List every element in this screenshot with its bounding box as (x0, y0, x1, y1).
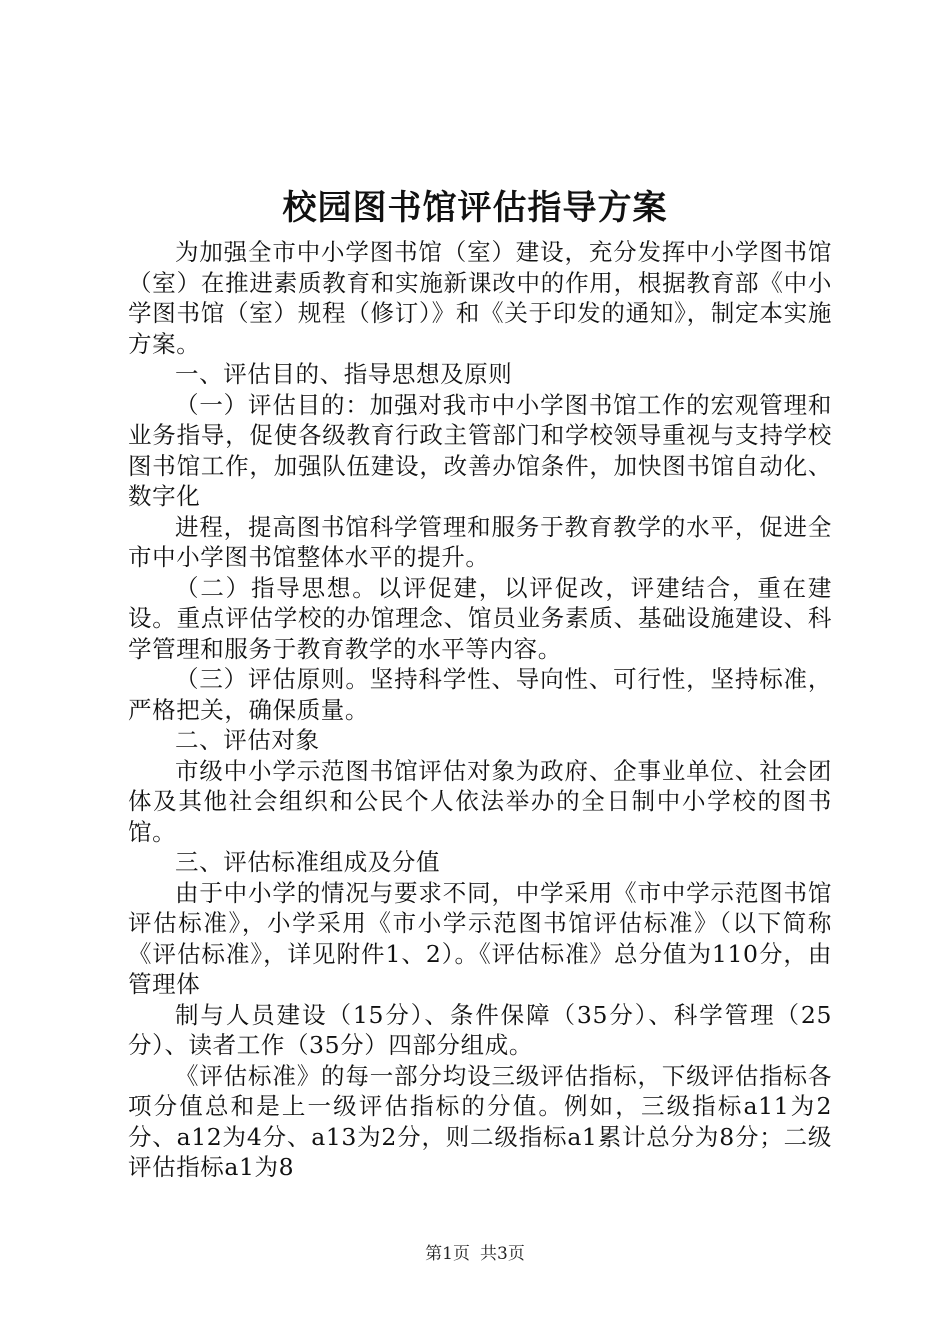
paragraph-evaluation-target: 市级中小学示范图书馆评估对象为政府、企事业单位、社会团体及其他社会组织和公民个人依法举办的全日制中小学校的图书馆。 (128, 756, 832, 846)
page-footer (0, 1243, 950, 1265)
document-title: 校园图书馆评估指导方案 (282, 188, 668, 228)
paragraph-standards-continued: 制与人员建设（15分）、条件保障（35分）、科学管理（25分）、读者工作（35分）四部分组成。 (128, 1000, 832, 1059)
section-heading-1: 一、评估目的、指导思想及原则 (175, 360, 513, 388)
paragraph-standards: 由于中小学的情况与要求不同，中学采用《市中学示范图书馆评估标准》，小学采用《市小学示范图书馆评估标准》（以下简称《评估标准》，详见附件1、2）。《评估标准》总分值为110分，由管理体 (128, 878, 832, 998)
paragraph-purpose: （一）评估目的：加强对我市中小学图书馆工作的宏观管理和业务指导，促使各级教育行政主管部门和学校领导重视与支持学校图书馆工作，加强队伍建设，改善办馆条件，加快图书馆自动化、数字化 (128, 390, 832, 510)
section-heading-3: 三、评估标准组成及分值 (175, 848, 441, 876)
section-heading-2: 二、评估对象 (175, 726, 320, 754)
paragraph-purpose-continued: 进程，提高图书馆科学管理和服务于教育教学的水平，促进全市中小学图书馆整体水平的提升。 (128, 512, 832, 571)
page-number: 第1页 (425, 1244, 470, 1264)
page-total: 共3页 (480, 1244, 525, 1264)
paragraph-indicators: 《评估标准》的每一部分均设三级评估指标，下级评估指标各项分值总和是上一级评估指标的分值。例如，三级指标a11为2分、a12为4分、a13为2分，则二级指标a1累计总分为8分；二级评估指标a1为8 (128, 1061, 832, 1181)
document-body (128, 237, 832, 1183)
paragraph-guiding-thought: （二）指导思想。以评促建，以评促改，评建结合，重在建设。重点评估学校的办馆理念、馆员业务素质、基础设施建设、科学管理和服务于教育教学的水平等内容。 (128, 573, 832, 663)
paragraph-principles: （三）评估原则。坚持科学性、导向性、可行性，坚持标准，严格把关，确保质量。 (128, 665, 832, 724)
paragraph-intro: 为加强全市中小学图书馆（室）建设，充分发挥中小学图书馆（室）在推进素质教育和实施新课改中的作用，根据教育部《中小学图书馆（室）规程（修订）》和《关于印发的通知》，制定本实施方案。 (128, 238, 832, 358)
